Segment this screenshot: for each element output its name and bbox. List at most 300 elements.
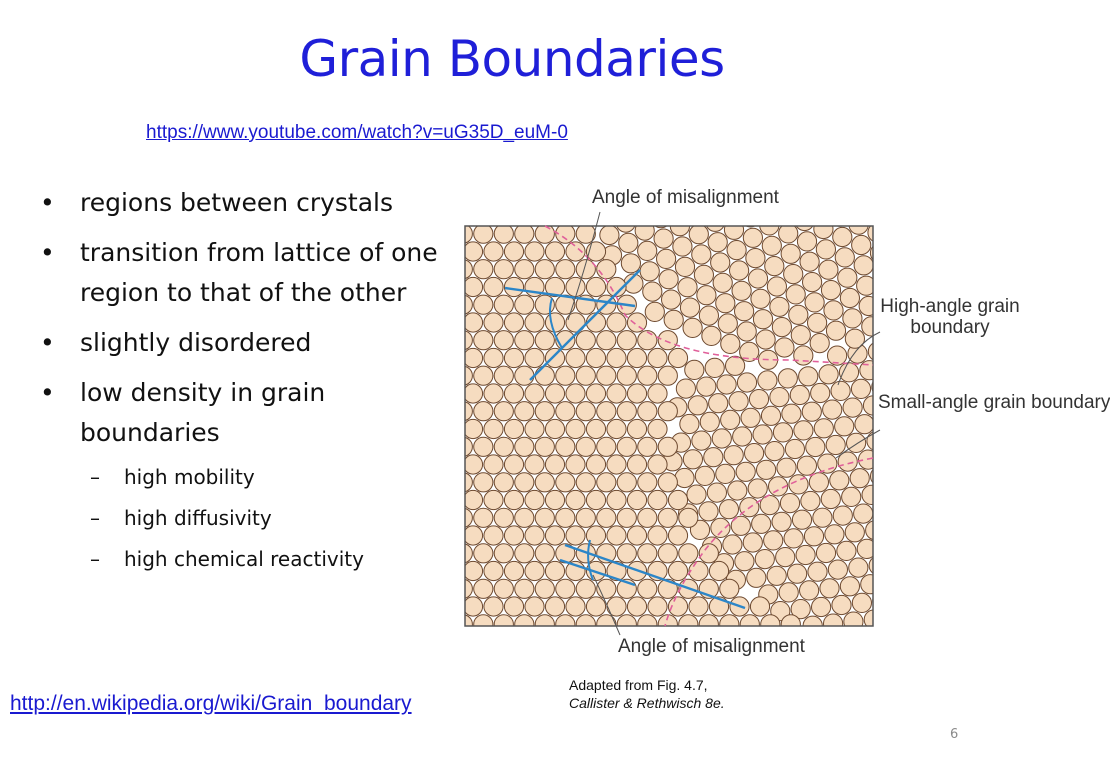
atom	[453, 615, 472, 634]
atom	[779, 583, 798, 602]
atom	[566, 455, 585, 474]
atom	[801, 491, 820, 510]
atom	[859, 296, 878, 315]
atom	[826, 321, 845, 340]
atom	[689, 561, 708, 580]
atom	[765, 442, 784, 461]
atom	[849, 558, 868, 577]
atom	[721, 334, 740, 353]
atom	[805, 293, 824, 312]
atom	[566, 348, 585, 367]
atom	[697, 286, 716, 305]
atom	[737, 322, 756, 341]
atom	[825, 525, 844, 544]
atom	[515, 260, 534, 279]
atom	[453, 331, 472, 350]
atom	[658, 402, 677, 421]
atom	[804, 527, 823, 546]
atom	[752, 514, 771, 533]
atom	[749, 390, 768, 409]
atom	[535, 579, 554, 598]
atom	[675, 257, 694, 276]
atom	[789, 305, 808, 324]
atom	[716, 294, 735, 313]
atom	[463, 561, 482, 580]
angle-label-bottom: Angle of misalignment	[618, 636, 805, 657]
atom	[867, 431, 886, 450]
atom	[819, 365, 838, 384]
atom	[597, 331, 616, 350]
atom	[463, 419, 482, 438]
atom	[794, 346, 813, 365]
atom	[545, 561, 564, 580]
atom	[515, 544, 534, 563]
atom	[687, 485, 706, 504]
atom	[566, 384, 585, 403]
atom	[474, 473, 493, 492]
atom	[720, 615, 739, 634]
atom	[474, 615, 493, 634]
atom	[545, 348, 564, 367]
atom	[729, 392, 748, 411]
atom	[753, 310, 772, 329]
atom	[494, 579, 513, 598]
atom	[711, 518, 730, 537]
atom	[607, 313, 626, 332]
atom	[556, 437, 575, 456]
atom	[800, 581, 819, 600]
atom	[821, 489, 840, 508]
atom	[586, 597, 605, 616]
bullet-text: low density in grain boundaries	[80, 378, 326, 447]
atom	[713, 273, 732, 292]
atom	[453, 224, 472, 243]
atom	[852, 235, 871, 254]
atom	[648, 526, 667, 545]
atom	[453, 260, 472, 279]
atom	[806, 437, 825, 456]
atom	[607, 490, 626, 509]
atom	[751, 289, 770, 308]
atom	[453, 402, 472, 421]
atom	[680, 414, 699, 433]
atom	[525, 419, 544, 438]
atom	[747, 568, 766, 587]
atom	[832, 595, 851, 614]
bullet-item: • transition from lattice of one region to that of the other	[38, 233, 438, 313]
atom	[525, 526, 544, 545]
atom	[576, 402, 595, 421]
atom	[494, 295, 513, 314]
atom	[705, 358, 724, 377]
atom	[780, 494, 799, 513]
atom	[566, 419, 585, 438]
atom	[453, 366, 472, 385]
atom	[818, 454, 837, 473]
atom	[702, 326, 721, 345]
atom	[808, 562, 827, 581]
atom	[736, 462, 755, 481]
atom	[535, 437, 554, 456]
atom	[453, 544, 472, 563]
atom	[617, 508, 636, 527]
atom	[453, 579, 472, 598]
atom	[745, 444, 764, 463]
figure-caption	[569, 676, 725, 712]
atom	[709, 394, 728, 413]
atom	[638, 508, 657, 527]
atom	[808, 313, 827, 332]
atom	[586, 490, 605, 509]
atom	[638, 437, 657, 456]
atom	[826, 435, 845, 454]
grain-boundary-figure	[460, 180, 1110, 660]
atom	[645, 302, 664, 321]
atom	[821, 281, 840, 300]
atom	[838, 268, 857, 287]
atom	[741, 408, 760, 427]
atom	[621, 254, 640, 273]
atom	[767, 566, 786, 585]
atom	[733, 427, 752, 446]
atom	[803, 273, 822, 292]
atom	[797, 232, 816, 251]
atom	[717, 375, 736, 394]
atom	[708, 233, 727, 252]
sub-bullet-item: – high mobility	[80, 457, 438, 498]
atom	[781, 615, 800, 634]
atom	[607, 348, 626, 367]
atom	[484, 313, 503, 332]
atom	[504, 526, 523, 545]
atom	[535, 508, 554, 527]
atom	[525, 348, 544, 367]
atom	[617, 544, 636, 563]
atom	[640, 262, 659, 281]
atom	[586, 384, 605, 403]
atom-lattice	[453, 207, 892, 635]
atom	[545, 526, 564, 545]
atom	[712, 429, 731, 448]
atom	[737, 373, 756, 392]
atom	[741, 208, 760, 227]
atom	[784, 529, 803, 548]
atom	[796, 545, 815, 564]
atom	[700, 412, 719, 431]
atom	[776, 548, 795, 567]
atom	[494, 615, 513, 634]
atom	[657, 249, 676, 268]
atom	[788, 564, 807, 583]
atom	[586, 348, 605, 367]
atom	[484, 384, 503, 403]
atom	[525, 242, 544, 261]
atom	[566, 490, 585, 509]
atom	[535, 260, 554, 279]
atom	[597, 615, 616, 634]
atom	[772, 512, 791, 531]
atom	[724, 446, 743, 465]
caption-line-1: Adapted from Fig. 4.7,	[569, 677, 708, 693]
atom	[638, 331, 657, 350]
atom	[831, 381, 850, 400]
atom	[474, 508, 493, 527]
atom	[484, 419, 503, 438]
atom	[658, 437, 677, 456]
atom	[638, 366, 657, 385]
atom	[535, 544, 554, 563]
atom	[504, 348, 523, 367]
atom	[685, 360, 704, 379]
atom	[812, 597, 831, 616]
atom	[494, 437, 513, 456]
atom	[792, 510, 811, 529]
atom	[484, 490, 503, 509]
atom	[777, 458, 796, 477]
atom	[515, 508, 534, 527]
atom	[586, 313, 605, 332]
atom	[576, 615, 595, 634]
atom	[617, 615, 636, 634]
atom	[576, 473, 595, 492]
atom	[823, 400, 842, 419]
atom	[648, 490, 667, 509]
atom	[494, 260, 513, 279]
atom	[474, 295, 493, 314]
atom	[835, 417, 854, 436]
atom	[556, 508, 575, 527]
atom	[799, 367, 818, 386]
atom	[545, 242, 564, 261]
atom	[515, 615, 534, 634]
atom	[758, 371, 777, 390]
sub-bullet-list	[80, 457, 438, 580]
atom	[782, 404, 801, 423]
atom	[638, 241, 657, 260]
atom	[535, 615, 554, 634]
atom	[828, 560, 847, 579]
atom	[494, 224, 513, 243]
atom	[790, 385, 809, 404]
atom	[659, 270, 678, 289]
atom	[463, 526, 482, 545]
page-number: 6	[950, 727, 959, 742]
atom	[484, 597, 503, 616]
atom	[680, 298, 699, 317]
atom	[830, 471, 849, 490]
atom	[525, 313, 544, 332]
atom	[638, 402, 657, 421]
atom	[746, 249, 765, 268]
atom	[840, 288, 859, 307]
atom	[770, 297, 789, 316]
atom	[525, 455, 544, 474]
atom	[795, 211, 814, 230]
atom	[545, 597, 564, 616]
atom	[474, 260, 493, 279]
atom	[515, 473, 534, 492]
atom	[535, 402, 554, 421]
atom	[852, 593, 871, 612]
atom	[627, 597, 646, 616]
atom	[860, 361, 879, 380]
atom	[535, 331, 554, 350]
atom	[699, 306, 718, 325]
atom	[576, 437, 595, 456]
atom	[676, 379, 695, 398]
atom	[843, 309, 862, 328]
atom	[494, 366, 513, 385]
atom	[778, 369, 797, 388]
atom	[504, 561, 523, 580]
atom	[556, 579, 575, 598]
atom	[607, 419, 626, 438]
atom	[850, 469, 869, 488]
atom	[835, 248, 854, 267]
atom	[748, 269, 767, 288]
youtube-link[interactable]: https://www.youtube.com/watch?v=uG35D_euM-0	[146, 122, 568, 143]
atom	[617, 473, 636, 492]
atom	[830, 207, 849, 226]
atom	[463, 597, 482, 616]
atom	[711, 253, 730, 272]
atom	[833, 506, 852, 525]
atom	[617, 331, 636, 350]
atom	[810, 334, 829, 353]
high-angle-label: High-angle grain boundary	[880, 296, 1020, 338]
atom	[816, 543, 835, 562]
atom	[638, 544, 657, 563]
atom	[757, 460, 776, 479]
atom	[843, 398, 862, 417]
atom	[484, 455, 503, 474]
atom	[854, 504, 873, 523]
atom	[855, 415, 874, 434]
atom	[767, 277, 786, 296]
atom	[494, 402, 513, 421]
atom	[833, 227, 852, 246]
atom	[597, 437, 616, 456]
atom	[791, 326, 810, 345]
atom	[607, 526, 626, 545]
atom	[494, 508, 513, 527]
atom	[494, 544, 513, 563]
atom	[617, 402, 636, 421]
atom	[638, 615, 657, 634]
atom	[762, 236, 781, 255]
atom	[814, 219, 833, 238]
atom	[797, 456, 816, 475]
atom	[662, 290, 681, 309]
atom	[556, 366, 575, 385]
atom	[773, 423, 792, 442]
atom	[819, 260, 838, 279]
atom	[597, 473, 616, 492]
atom	[824, 301, 843, 320]
atom	[839, 363, 858, 382]
atom	[576, 508, 595, 527]
atom	[504, 597, 523, 616]
atom	[474, 366, 493, 385]
atom	[842, 487, 861, 506]
atom	[679, 508, 698, 527]
atom	[761, 615, 780, 634]
atom	[545, 490, 564, 509]
atom	[844, 612, 863, 631]
atom	[772, 318, 791, 337]
atom	[750, 597, 769, 616]
atom	[811, 383, 830, 402]
atom	[720, 579, 739, 598]
atom	[668, 561, 687, 580]
atom	[851, 379, 870, 398]
atom	[786, 285, 805, 304]
atom	[484, 348, 503, 367]
atom	[753, 425, 772, 444]
atom	[732, 281, 751, 300]
atom	[556, 615, 575, 634]
atom	[566, 526, 585, 545]
atom	[816, 240, 835, 259]
atom	[504, 242, 523, 261]
atom	[723, 535, 742, 554]
atom	[651, 209, 670, 228]
atom	[683, 318, 702, 337]
atom	[474, 544, 493, 563]
small-angle-label: Small-angle grain boundary	[878, 392, 1110, 413]
atom	[873, 591, 892, 610]
atom	[494, 473, 513, 492]
atom	[576, 579, 595, 598]
atom	[627, 526, 646, 545]
atom	[474, 579, 493, 598]
atom	[761, 406, 780, 425]
atom	[453, 473, 472, 492]
atom	[515, 224, 534, 243]
atom	[556, 260, 575, 279]
atom	[775, 338, 794, 357]
atom	[597, 508, 616, 527]
atom	[709, 561, 728, 580]
atom	[847, 433, 866, 452]
atom	[726, 356, 745, 375]
atom	[716, 464, 735, 483]
atom	[692, 431, 711, 450]
atom	[643, 282, 662, 301]
atom	[760, 496, 779, 515]
wikipedia-link[interactable]: http://en.wikipedia.org/wiki/Grain_boundary	[10, 692, 412, 715]
atom	[556, 473, 575, 492]
atom	[504, 384, 523, 403]
atom	[692, 245, 711, 264]
atom	[679, 544, 698, 563]
atom	[453, 437, 472, 456]
atom	[800, 252, 819, 271]
atom	[484, 526, 503, 545]
atom	[597, 402, 616, 421]
atom	[648, 384, 667, 403]
atom	[727, 241, 746, 260]
atom	[627, 419, 646, 438]
atom	[535, 366, 554, 385]
atom	[504, 277, 523, 296]
bullet-item	[38, 373, 438, 580]
atom	[648, 597, 667, 616]
atom	[515, 366, 534, 385]
atom	[840, 577, 859, 596]
atom	[463, 313, 482, 332]
atom	[504, 313, 523, 332]
